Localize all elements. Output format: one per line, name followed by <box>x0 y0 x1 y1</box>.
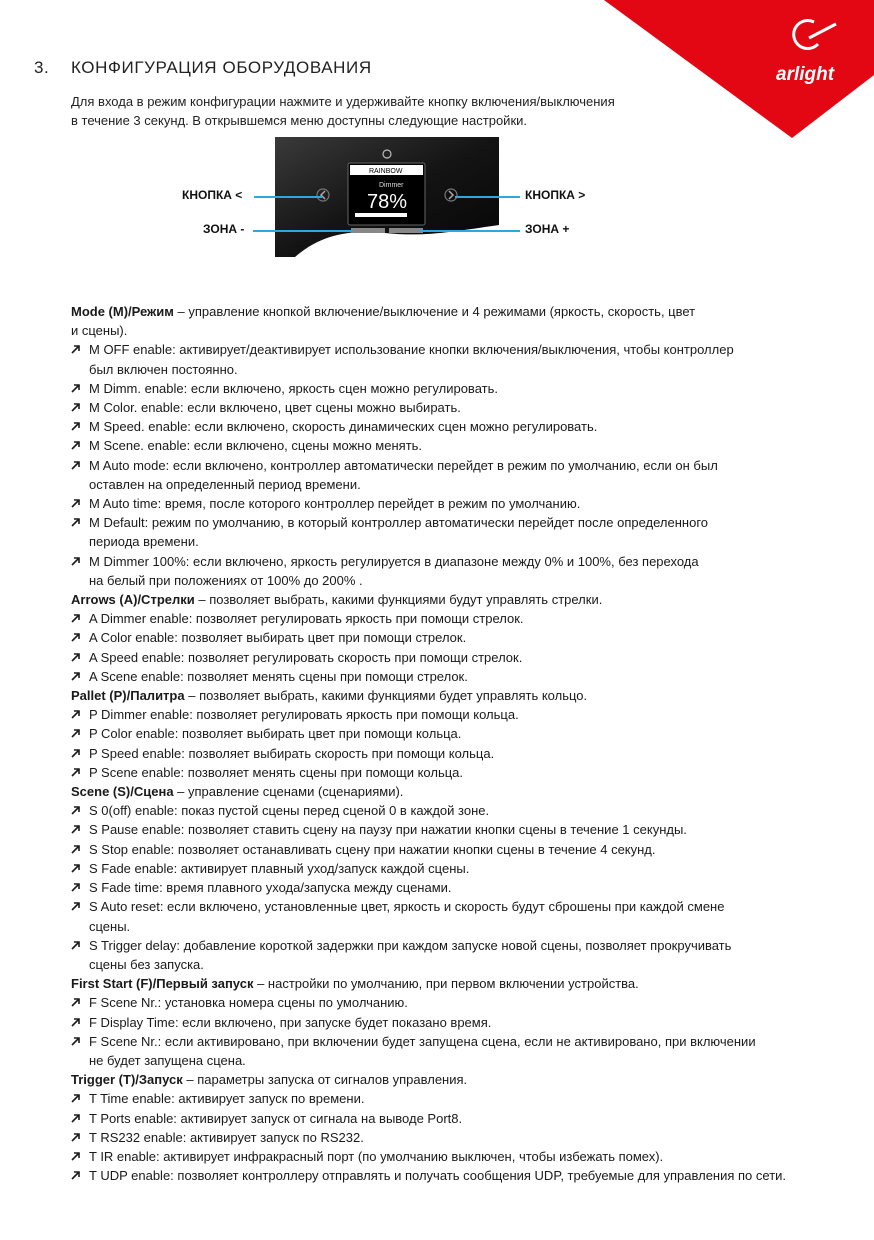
arrow-bullet-icon <box>70 1032 82 1051</box>
intro-paragraph <box>71 92 751 130</box>
list-item-text: A Color enable: позволяет выбирать цвет при помощи стрелок. <box>89 630 467 646</box>
section-heading <box>71 974 861 993</box>
list-item-text: на белый при положениях от 100% до 200% . <box>89 572 363 588</box>
list-item-text: T UDP enable: позволяет контроллеру отправлять и получать сообщения UDP, требуемые для управления по сети. <box>89 1168 787 1184</box>
list-item <box>71 398 861 417</box>
section-title: КОНФИГУРАЦИЯ ОБОРУДОВАНИЯ <box>71 58 372 77</box>
list-item-text: S Fade enable: активирует плавный уход/запуск каждой сцены. <box>89 860 470 876</box>
list-item-text: M Auto mode: если включено, контроллер автоматически перейдет в режим по умолчанию, если он был <box>89 457 718 473</box>
screen-header: RAINBOW <box>369 168 403 175</box>
list-item-text: периода времени. <box>89 534 199 550</box>
list-item-text: S Auto reset: если включено, установленные цвет, яркость и скорость будут сброшены при каждой смене <box>89 899 725 915</box>
list-item-text: M Scene. enable: если включено, сцены можно менять. <box>89 438 423 454</box>
arrow-bullet-icon <box>70 609 82 628</box>
section-heading-desc: – управление сценами (сценариями). <box>173 784 404 800</box>
zone-minus-button <box>351 228 385 233</box>
arrow-bullet-icon <box>70 379 82 398</box>
list-item-text: M Dimmer 100%: если включено, яркость регулируется в диапазоне между 0% и 100%, без перехода <box>89 553 699 569</box>
arrow-bullet-icon <box>70 628 82 647</box>
list-item-text: F Scene Nr.: если активировано, при включении будет запущена сцена, если не активировано, при включении <box>89 1033 756 1049</box>
brand-name: arlight <box>776 64 835 85</box>
list-item-text: сцены. <box>89 918 131 934</box>
arrow-bullet-icon <box>70 340 82 359</box>
label-zone-minus: ЗОНА - <box>203 222 245 236</box>
arrow-bullet-icon <box>70 936 82 955</box>
list-item <box>71 648 861 667</box>
list-item <box>71 340 861 378</box>
arrow-bullet-icon <box>70 897 82 916</box>
arrow-bullet-icon <box>70 820 82 839</box>
section-heading-desc: – позволяет выбрать, какими функциями будет управлять кольцо. <box>184 688 588 704</box>
arrow-bullet-icon <box>70 552 82 571</box>
list-item <box>71 1032 861 1070</box>
section-heading <box>71 302 861 321</box>
list-item-text: P Speed enable: позволяет выбирать скорость при помощи кольца. <box>89 745 495 761</box>
list-item <box>71 744 861 763</box>
list-item-text: T RS232 enable: активирует запуск по RS232. <box>89 1129 364 1145</box>
list-item <box>71 1013 861 1032</box>
list-item-text: F Display Time: если включено, при запуске будет показано время. <box>89 1014 492 1030</box>
list-item <box>71 724 861 743</box>
list-item-text: S 0(off) enable: показ пустой сцены перед сценой 0 в каждой зоне. <box>89 803 490 819</box>
list-item <box>71 801 861 820</box>
label-zone-plus: ЗОНА + <box>525 222 570 236</box>
arrow-bullet-icon <box>70 744 82 763</box>
list-item-text: S Stop enable: позволяет останавливать сцену при нажатии кнопки сцены в течение 4 секунд. <box>89 841 656 857</box>
list-item-text: не будет запущена сцена. <box>89 1052 246 1068</box>
section-heading-desc: – позволяет выбрать, какими функциями будут управлять стрелки. <box>194 592 603 608</box>
arrow-bullet-icon <box>70 705 82 724</box>
arrow-bullet-icon <box>70 398 82 417</box>
list-item <box>71 840 861 859</box>
section-heading-title: Scene (S)/Сцена <box>71 784 174 800</box>
list-item-text: A Speed enable: позволяет регулировать скорость при помощи стрелок. <box>89 649 523 665</box>
list-item <box>71 494 861 513</box>
callout-line <box>254 196 322 198</box>
list-item <box>71 820 861 839</box>
list-item <box>71 513 861 551</box>
list-item <box>71 456 861 494</box>
list-item-text: M OFF enable: активирует/деактивирует использование кнопки включения/выключения, чтобы контроллер <box>89 342 734 358</box>
arrow-bullet-icon <box>70 417 82 436</box>
section-heading-desc: и сцены). <box>71 323 128 339</box>
arrow-bullet-icon <box>70 1089 82 1108</box>
arrow-bullet-icon <box>70 494 82 513</box>
list-item-text: S Trigger delay: добавление короткой задержки при каждом запуске новой сцены, позволяет прокручивать <box>89 937 732 953</box>
list-item <box>71 609 861 628</box>
list-item-text: T Time enable: активирует запуск по времени. <box>89 1091 365 1107</box>
arrow-bullet-icon <box>70 648 82 667</box>
list-item-text: M Dimm. enable: если включено, яркость сцен можно регулировать. <box>89 380 498 396</box>
arrow-bullet-icon <box>70 667 82 686</box>
section-heading-desc: – параметры запуска от сигналов управления. <box>182 1072 468 1088</box>
list-item-text: T IR enable: активирует инфракрасный порт (по умолчанию выключен, чтобы избежать помех). <box>89 1148 664 1164</box>
list-item <box>71 379 861 398</box>
list-item <box>71 878 861 897</box>
zone-plus-button <box>389 228 423 233</box>
list-item <box>71 1128 861 1147</box>
callout-line <box>420 230 520 232</box>
list-item <box>71 993 861 1012</box>
arrow-bullet-icon <box>70 1166 82 1185</box>
arrow-bullet-icon <box>70 1013 82 1032</box>
list-item-text: оставлен на определенный период времени. <box>89 476 361 492</box>
callout-line <box>455 196 520 198</box>
list-item <box>71 552 861 590</box>
list-item <box>71 628 861 647</box>
arrow-bullet-icon <box>70 840 82 859</box>
list-item-text: P Dimmer enable: позволяет регулировать яркость при помощи кольца. <box>89 707 519 723</box>
list-item-text: S Fade time: время плавного ухода/запуска между сценами. <box>89 880 452 896</box>
list-item <box>71 1109 861 1128</box>
screen-level-bar <box>355 213 407 217</box>
section-heading-title: Arrows (A)/Стрелки <box>71 592 195 608</box>
section-heading <box>71 590 861 609</box>
section-number: 3. <box>34 58 50 77</box>
arrow-bullet-icon <box>70 993 82 1012</box>
section-heading-title: Pallet (P)/Палитра <box>71 688 185 704</box>
arrow-bullet-icon <box>70 801 82 820</box>
section-heading <box>71 782 861 801</box>
arrow-bullet-icon <box>70 456 82 475</box>
list-item-text: P Scene enable: позволяет менять сцены при помощи кольца. <box>89 764 464 780</box>
list-item <box>71 667 861 686</box>
list-item-text: P Color enable: позволяет выбирать цвет при помощи кольца. <box>89 726 462 742</box>
list-item-text: был включен постоянно. <box>89 361 238 377</box>
list-item <box>71 859 861 878</box>
section-heading-title: Mode (M)/Режим <box>71 304 174 319</box>
list-item-text: F Scene Nr.: установка номера сцены по умолчанию. <box>89 995 408 1011</box>
section-heading-title: First Start (F)/Первый запуск <box>71 976 254 992</box>
list-item-text: сцены без запуска. <box>89 956 204 972</box>
label-button-left: КНОПКА < <box>182 188 243 202</box>
list-item <box>71 417 861 436</box>
arrow-bullet-icon <box>70 1147 82 1166</box>
arrow-bullet-icon <box>70 1128 82 1147</box>
list-item <box>71 705 861 724</box>
list-item-text: T Ports enable: активирует запуск от сигнала на выводе Port8. <box>89 1110 463 1126</box>
list-item-text: M Color. enable: если включено, цвет сцены можно выбирать. <box>89 400 461 416</box>
section-heading-cont <box>71 321 861 340</box>
list-item-text: S Pause enable: позволяет ставить сцену на паузу при нажатии кнопки сцены в течение 1 секунды. <box>89 822 687 838</box>
section-heading-desc: – настройки по умолчанию, при первом включении устройства. <box>253 976 639 992</box>
intro-line: Для входа в режим конфигурации нажмите и удерживайте кнопку включения/выключения <box>71 94 615 109</box>
list-item <box>71 436 861 455</box>
arrow-bullet-icon <box>70 724 82 743</box>
arrow-bullet-icon <box>70 878 82 897</box>
list-item <box>71 897 861 935</box>
list-item <box>71 1147 861 1166</box>
label-button-right: КНОПКА > <box>525 188 586 202</box>
arrow-bullet-icon <box>70 763 82 782</box>
list-item-text: M Auto time: время, после которого контроллер перейдет в режим по умолчанию. <box>89 496 581 512</box>
list-item-text: M Speed. enable: если включено, скорость динамических сцен можно регулировать. <box>89 419 598 435</box>
screen-value: 78% <box>367 191 408 213</box>
section-heading <box>71 686 861 705</box>
intro-line: в течение 3 секунд. В открывшемся меню доступны следующие настройки. <box>71 113 528 128</box>
screen-mode: Dimmer <box>379 182 404 189</box>
arrow-bullet-icon <box>70 1109 82 1128</box>
list-item-text: M Default: режим по умолчанию, в который контроллер автоматически перейдет после определенного <box>89 515 709 531</box>
list-item <box>71 763 861 782</box>
list-item <box>71 1166 861 1185</box>
section-heading-title: Trigger (T)/Запуск <box>71 1072 183 1088</box>
section-heading-desc: – управление кнопкой включение/выключение и 4 режимами (яркость, скорость, цвет <box>173 304 696 319</box>
arrow-bullet-icon <box>70 436 82 455</box>
settings-list <box>71 302 861 1185</box>
section-heading <box>71 1070 861 1089</box>
list-item <box>71 936 861 974</box>
list-item-text: A Dimmer enable: позволяет регулировать яркость при помощи стрелок. <box>89 611 524 627</box>
arrow-bullet-icon <box>70 513 82 532</box>
callout-line <box>253 230 353 232</box>
list-item-text: A Scene enable: позволяет менять сцены при помощи стрелок. <box>89 668 468 684</box>
list-item <box>71 1089 861 1108</box>
arrow-bullet-icon <box>70 859 82 878</box>
